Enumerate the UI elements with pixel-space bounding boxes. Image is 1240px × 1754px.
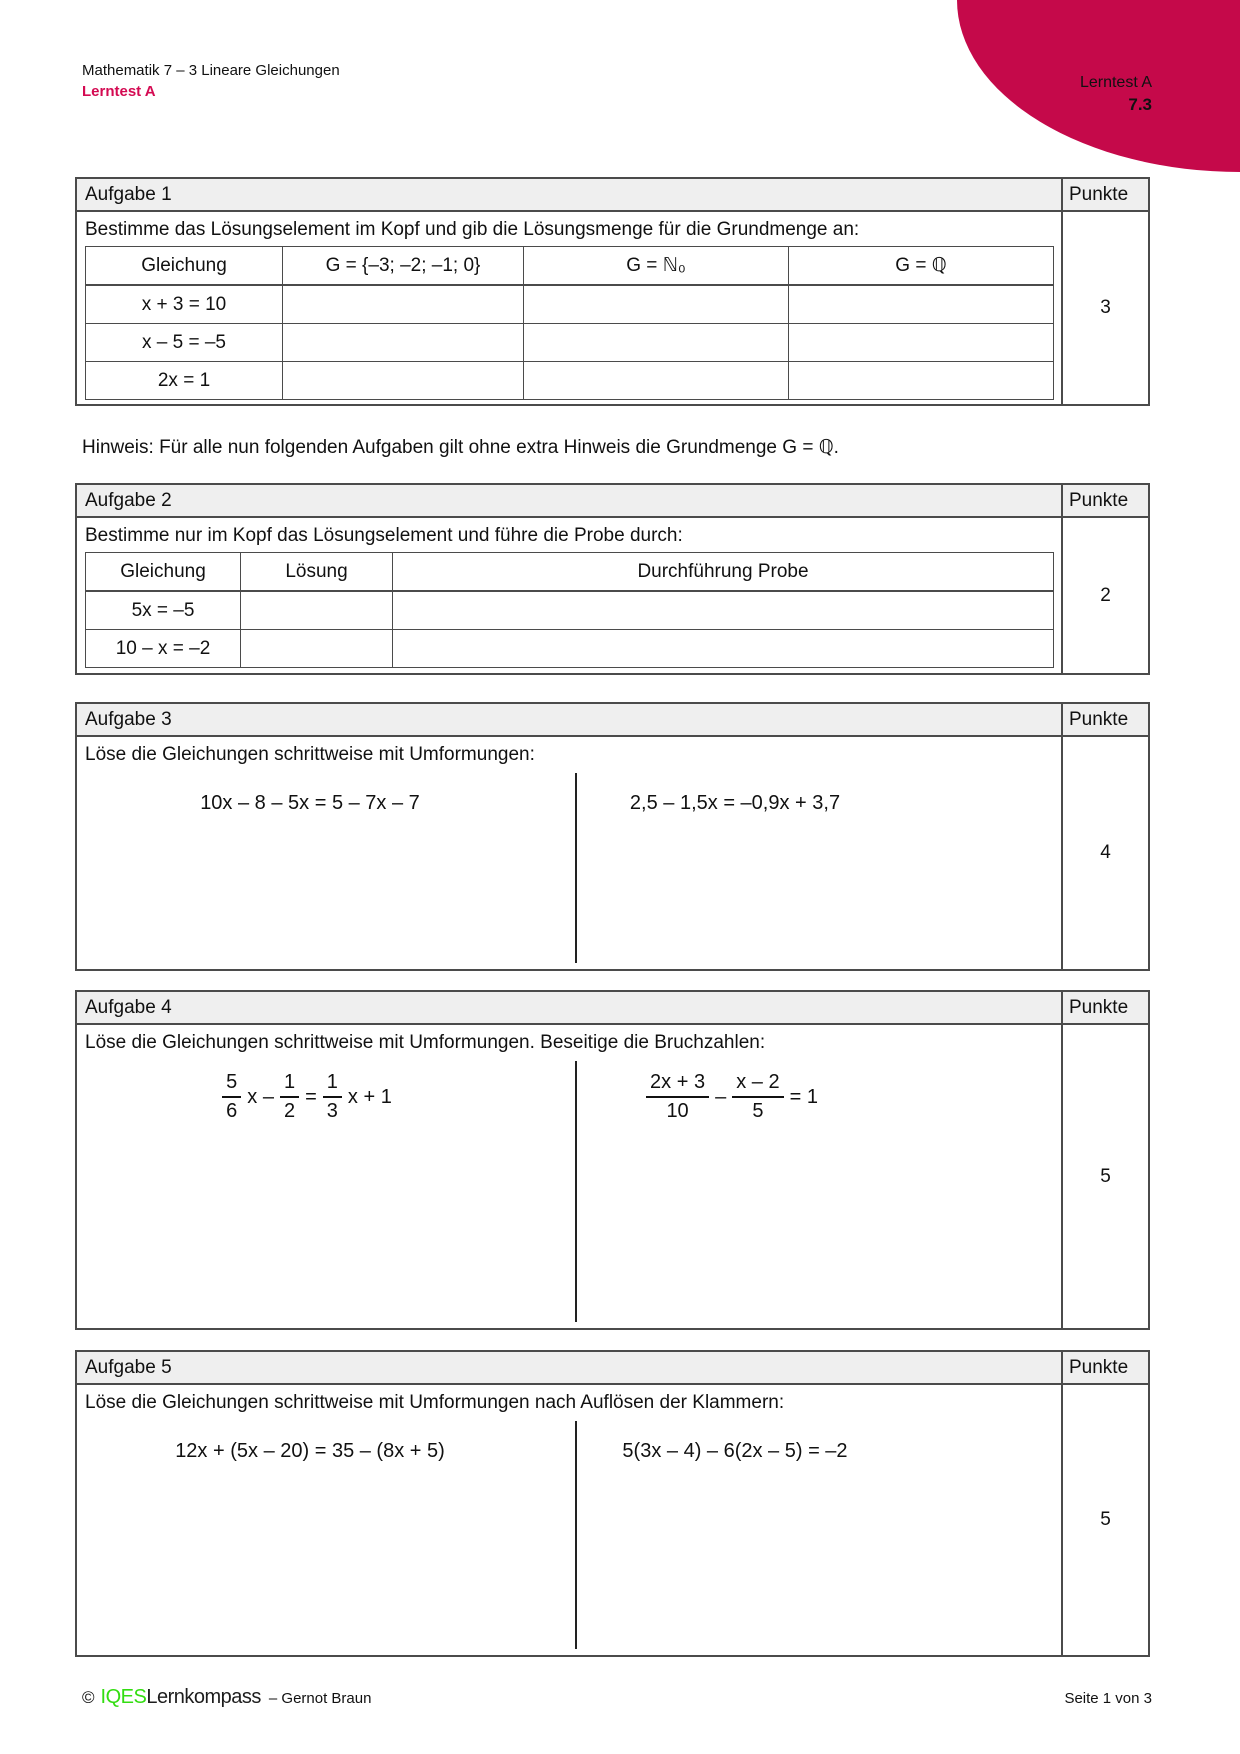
answer-cell (524, 362, 789, 400)
equation-left: 12x + (5x – 20) = 35 – (8x + 5) (175, 1440, 445, 1462)
task-aufgabe-5 (75, 1350, 1150, 1657)
answer-cell (241, 591, 393, 630)
answer-cell (283, 285, 524, 324)
equation-right-fractions: $\frac{2x + 3}{10}$ – $\frac{x - 2}{5}$ = 1 (575, 1072, 1061, 1122)
col-header-menge: G = {–3; –2; –1; 0} (283, 247, 524, 286)
equation-cell: x – 5 = –5 (86, 324, 283, 362)
points-header: Punkte (1061, 179, 1148, 212)
equation-left: 10x – 8 – 5x = 5 – 7x – 7 (200, 792, 420, 814)
col-header-probe: Durchführung Probe (393, 553, 1054, 592)
answer-cell (241, 630, 393, 668)
task-aufgabe-1 (75, 177, 1150, 406)
points-header: Punkte (1061, 1352, 1148, 1385)
badge-number: 7.3 (1128, 95, 1152, 114)
col-header-q: G = ℚ (789, 247, 1054, 286)
equation-cell: 10 – x = –2 (86, 630, 241, 668)
workspace-divider (575, 1061, 577, 1322)
grundmenge-hint: Hinweis: Für alle nun folgenden Aufgaben gilt ohne extra Hinweis die Grundmenge G = ℚ. (82, 437, 839, 458)
col-header-loesung: Lösung (241, 553, 393, 592)
answer-table (85, 246, 1054, 400)
answer-cell (789, 362, 1054, 400)
equation-right: 2,5 – 1,5x = –0,9x + 3,7 (629, 792, 841, 814)
answer-cell (524, 285, 789, 324)
fraction: $\frac{x - 2}{5}$ (732, 1072, 783, 1122)
page-footer (82, 1686, 1152, 1709)
equation-right: 5(3x – 4) – 6(2x – 5) = –2 (622, 1440, 848, 1462)
table-row (86, 324, 1054, 362)
task-title: Aufgabe 2 (77, 485, 1061, 518)
equation-row (77, 1440, 1061, 1463)
workspace-divider (575, 773, 577, 963)
col-header-n0: G = ℕ₀ (524, 247, 789, 286)
points-header: Punkte (1061, 485, 1148, 518)
badge-title: Lerntest A (1079, 74, 1152, 91)
corner-accent-shape (957, 0, 1240, 172)
page-number: Seite 1 von 3 (1064, 1690, 1152, 1707)
task-instruction: Löse die Gleichungen schrittweise mit Umformungen. Beseitige die Bruchzahlen: (85, 1032, 766, 1053)
task-aufgabe-4 (75, 990, 1150, 1330)
col-header-gleichung: Gleichung (86, 553, 241, 592)
equation-cell: 2x = 1 (86, 362, 283, 400)
task-body (77, 737, 1061, 969)
points-value: 5 (1061, 1025, 1148, 1328)
task-instruction: Löse die Gleichungen schrittweise mit Umformungen nach Auflösen der Klammern: (85, 1392, 785, 1413)
task-instruction: Bestimme nur im Kopf das Lösungselement und führe die Probe durch: (85, 525, 683, 546)
points-value: 3 (1061, 212, 1148, 404)
answer-cell (789, 285, 1054, 324)
corner-badge (1080, 72, 1152, 116)
points-header: Punkte (1061, 704, 1148, 737)
workspace-divider (575, 1421, 577, 1649)
equation-cell: 5x = –5 (86, 591, 241, 630)
table-row (86, 591, 1054, 630)
equation-left-fractions: $\frac{5}{6}$ x – $\frac{1}{2}$ = $\frac{1}{3}$ x + 1 (77, 1072, 575, 1122)
task-instruction: Bestimme das Lösungselement im Kopf und gib die Lösungsmenge für die Grundmenge an: (85, 219, 860, 240)
table-header-row (86, 553, 1054, 592)
equation-cell: x + 3 = 10 (86, 285, 283, 324)
course-title: Mathematik 7 – 3 Lineare Gleichungen (82, 62, 340, 79)
task-title: Aufgabe 5 (77, 1352, 1061, 1385)
table-row (86, 285, 1054, 324)
fraction: $\frac{2x + 3}{10}$ (646, 1072, 709, 1122)
table-header-row (86, 247, 1054, 286)
answer-cell (393, 591, 1054, 630)
task-body (77, 518, 1061, 673)
points-value: 4 (1061, 737, 1148, 969)
task-title: Aufgabe 4 (77, 992, 1061, 1025)
task-instruction: Löse die Gleichungen schrittweise mit Umformungen: (85, 744, 535, 765)
task-title: Aufgabe 1 (77, 179, 1061, 212)
test-subtitle: Lerntest A (82, 83, 156, 100)
brand-lernkompass: Lernkompass (146, 1686, 261, 1708)
copyright-icon: © (82, 1688, 95, 1707)
answer-cell (393, 630, 1054, 668)
table-row (86, 362, 1054, 400)
answer-cell (789, 324, 1054, 362)
footer-author: – Gernot Braun (268, 1690, 372, 1707)
answer-cell (283, 362, 524, 400)
answer-cell (283, 324, 524, 362)
footer-brand (82, 1686, 371, 1709)
answer-cell (524, 324, 789, 362)
table-row (86, 630, 1054, 668)
fraction: $\frac{1}{3}$ (323, 1072, 342, 1122)
doc-header (82, 60, 340, 102)
points-value: 2 (1061, 518, 1148, 673)
fraction: $\frac{1}{2}$ (280, 1072, 299, 1122)
task-body (77, 1385, 1061, 1655)
task-aufgabe-2 (75, 483, 1150, 675)
task-body (77, 212, 1061, 404)
fraction: $\frac{5}{6}$ (222, 1072, 241, 1122)
answer-table (85, 552, 1054, 668)
points-header: Punkte (1061, 992, 1148, 1025)
equation-row (77, 792, 1061, 815)
task-title: Aufgabe 3 (77, 704, 1061, 737)
brand-iqes: IQES (100, 1686, 147, 1708)
equation-row (77, 1072, 1061, 1122)
points-value: 5 (1061, 1385, 1148, 1655)
col-header-gleichung: Gleichung (86, 247, 283, 286)
task-body (77, 1025, 1061, 1328)
task-aufgabe-3 (75, 702, 1150, 971)
